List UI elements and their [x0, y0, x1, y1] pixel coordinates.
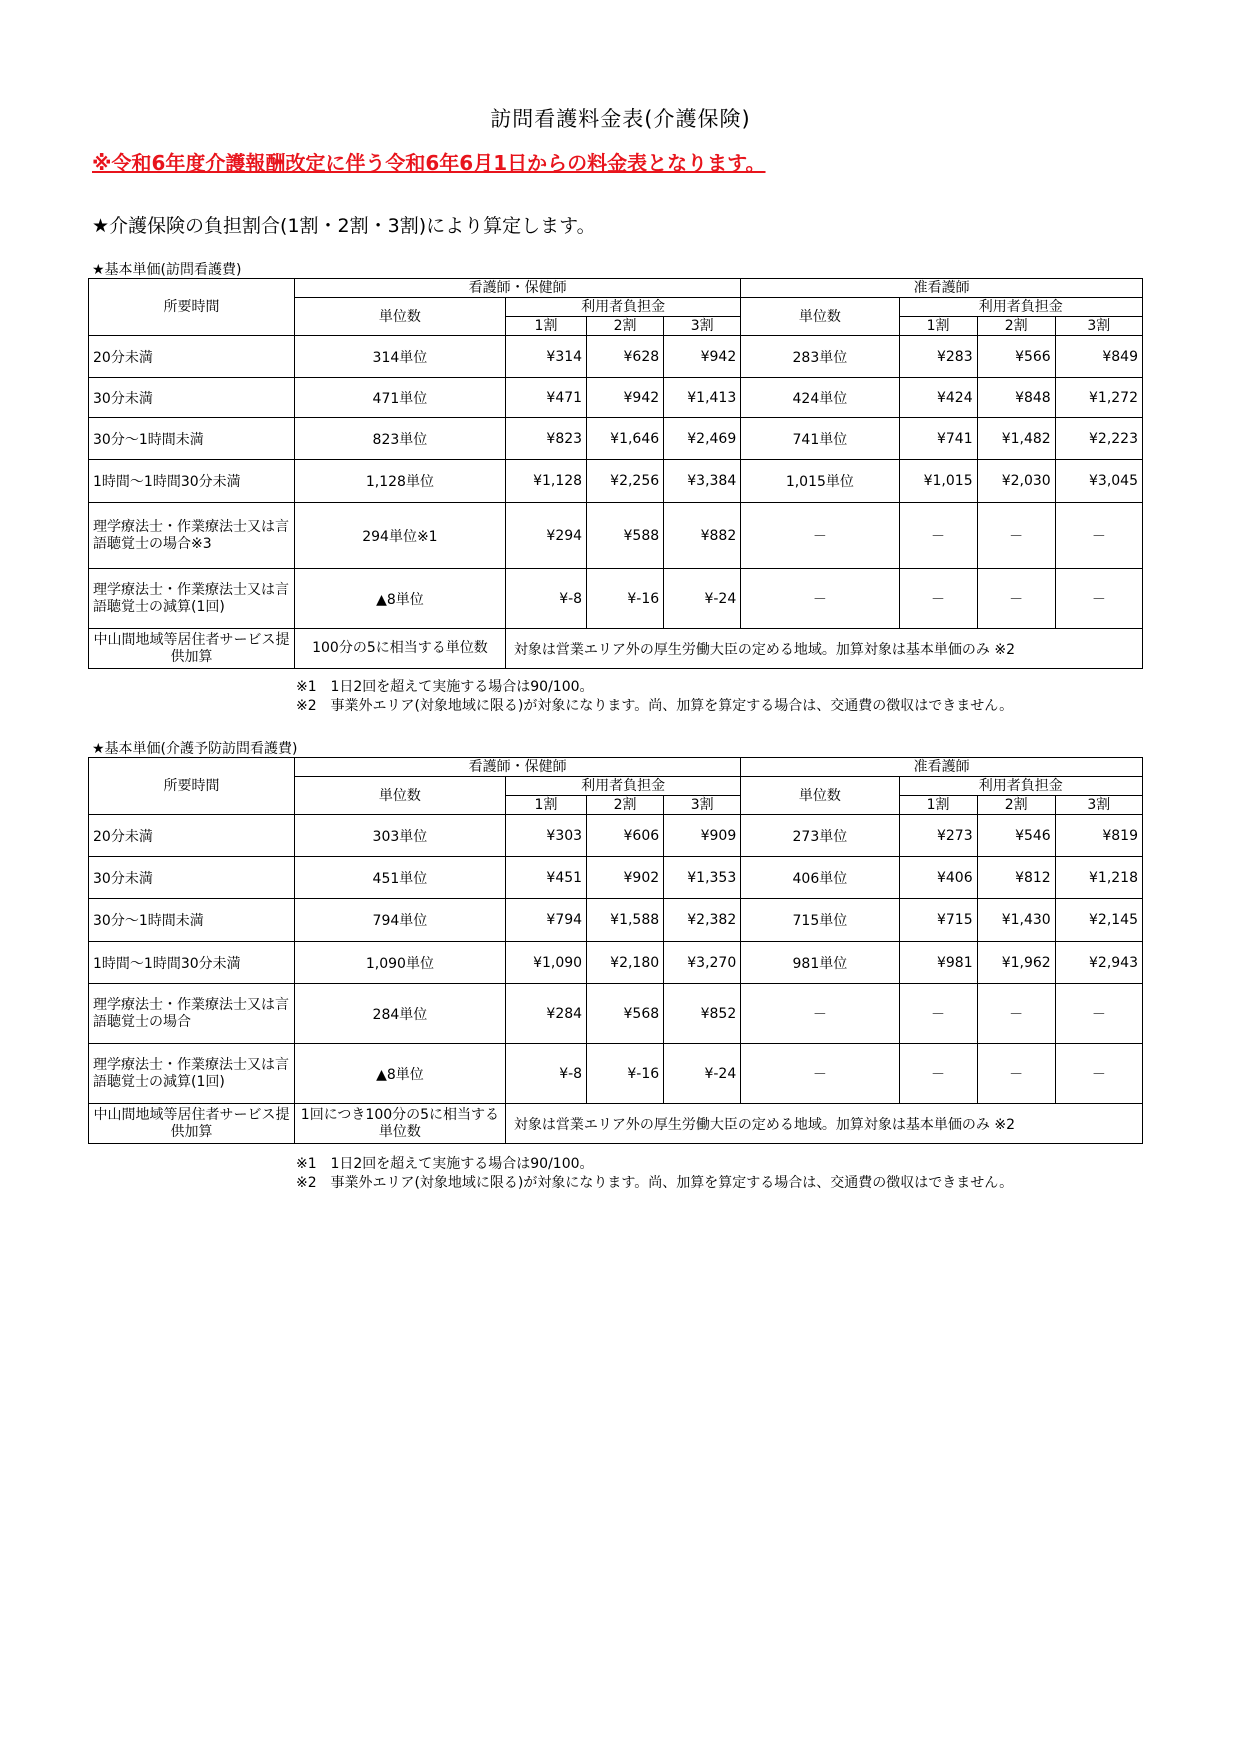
assoc-p3: －: [1055, 984, 1142, 1044]
row-label: 30分未満: [89, 378, 295, 418]
nurse-p1: ¥471: [505, 378, 586, 418]
assoc-p1: ¥283: [899, 336, 977, 378]
nurse-p1: ¥1,128: [505, 460, 586, 503]
table-row-addon: [89, 629, 1143, 669]
table-row: [89, 460, 1143, 503]
header-assoc: 准看護師: [741, 758, 1143, 777]
header-p3: 3割: [1055, 317, 1142, 336]
footnote: [296, 1155, 1013, 1174]
row-label: 1時間～1時間30分未満: [89, 942, 295, 984]
assoc-p1: －: [899, 984, 977, 1044]
nurse-p2: ¥-16: [587, 1044, 664, 1104]
addon-label: 中山間地域等居住者サービス提供加算: [89, 1104, 295, 1144]
row-label: 20分未満: [89, 815, 295, 857]
assoc-units: 981単位: [741, 942, 899, 984]
nurse-p3: ¥-24: [664, 1044, 741, 1104]
nurse-units: 823単位: [294, 418, 505, 460]
nurse-p2: ¥568: [587, 984, 664, 1044]
nurse-units: 314単位: [294, 336, 505, 378]
row-label: 20分未満: [89, 336, 295, 378]
assoc-units: 424単位: [741, 378, 899, 418]
addon-label: 中山間地域等居住者サービス提供加算: [89, 629, 295, 669]
header-time: 所要時間: [89, 279, 295, 336]
fee-table-preventive-nursing: [88, 757, 1143, 1144]
footnote-mark: ※2: [296, 1175, 317, 1191]
assoc-p3: ¥2,145: [1055, 899, 1142, 942]
assoc-p2: ¥848: [977, 378, 1055, 418]
assoc-p2: ¥812: [977, 857, 1055, 899]
header-nurse: 看護師・保健師: [294, 279, 740, 298]
assoc-p3: ¥3,045: [1055, 460, 1142, 503]
header-p2: 2割: [587, 317, 664, 336]
table-row: [89, 984, 1143, 1044]
nurse-p2: ¥1,646: [587, 418, 664, 460]
footnote-text: 事業外エリア(対象地域に限る)が対象になります。尚、加算を算定する場合は、交通費の徴収はできません。: [330, 1175, 1014, 1191]
nurse-p3: ¥2,382: [664, 899, 741, 942]
assoc-p2: ¥1,962: [977, 942, 1055, 984]
header-units: 単位数: [294, 777, 505, 815]
nurse-units: 294単位※1: [294, 503, 505, 569]
header-nurse: 看護師・保健師: [294, 758, 740, 777]
row-label: 30分～1時間未満: [89, 418, 295, 460]
assoc-p1: ¥981: [899, 942, 977, 984]
nurse-p3: ¥909: [664, 815, 741, 857]
assoc-p1: ¥406: [899, 857, 977, 899]
row-label: 30分未満: [89, 857, 295, 899]
assoc-units: 1,015単位: [741, 460, 899, 503]
assoc-units: －: [741, 1044, 899, 1104]
assoc-p3: －: [1055, 1044, 1142, 1104]
assoc-p2: －: [977, 569, 1055, 629]
addon-units: 1回につき100分の5に相当する単位数: [294, 1104, 505, 1144]
assoc-p3: ¥1,218: [1055, 857, 1142, 899]
nurse-p2: ¥-16: [587, 569, 664, 629]
burden-ratio-note: ★介護保険の負担割合(1割・2割・3割)により算定します。: [92, 215, 596, 237]
assoc-p3: ¥2,223: [1055, 418, 1142, 460]
assoc-units: 273単位: [741, 815, 899, 857]
header-p2: 2割: [587, 796, 664, 815]
header-burden: 利用者負担金: [899, 777, 1143, 796]
assoc-p3: ¥849: [1055, 336, 1142, 378]
header-units: 単位数: [741, 777, 899, 815]
section-title-preventive-nursing: ★基本単価(介護予防訪問看護費): [92, 741, 298, 757]
assoc-p1: ¥1,015: [899, 460, 977, 503]
assoc-p1: ¥273: [899, 815, 977, 857]
assoc-units: －: [741, 503, 899, 569]
nurse-units: ▲8単位: [294, 1044, 505, 1104]
footnote-text: 1日2回を超えて実施する場合は90/100。: [330, 679, 594, 695]
nurse-p1: ¥294: [505, 503, 586, 569]
nurse-units: ▲8単位: [294, 569, 505, 629]
nurse-p1: ¥-8: [505, 569, 586, 629]
assoc-p2: ¥1,430: [977, 899, 1055, 942]
assoc-p1: ¥424: [899, 378, 977, 418]
footnotes: [296, 678, 1013, 716]
nurse-p2: ¥628: [587, 336, 664, 378]
nurse-p1: ¥823: [505, 418, 586, 460]
footnote-mark: ※1: [296, 1156, 317, 1172]
nurse-p2: ¥2,256: [587, 460, 664, 503]
addon-remark: 対象は営業エリア外の厚生労働大臣の定める地域。加算対象は基本単価のみ ※2: [505, 629, 1142, 669]
row-label: 1時間～1時間30分未満: [89, 460, 295, 503]
footnote-text: 1日2回を超えて実施する場合は90/100。: [330, 1156, 594, 1172]
header-p1: 1割: [505, 796, 586, 815]
assoc-p2: ¥566: [977, 336, 1055, 378]
assoc-p2: －: [977, 984, 1055, 1044]
row-label: 理学療法士・作業療法士又は言語聴覚士の場合※3: [89, 503, 295, 569]
assoc-p2: ¥2,030: [977, 460, 1055, 503]
header-assoc: 准看護師: [741, 279, 1143, 298]
header-p3: 3割: [664, 796, 741, 815]
nurse-p1: ¥451: [505, 857, 586, 899]
table-row: [89, 899, 1143, 942]
addon-units: 100分の5に相当する単位数: [294, 629, 505, 669]
nurse-p2: ¥902: [587, 857, 664, 899]
row-label: 理学療法士・作業療法士又は言語聴覚士の減算(1回): [89, 1044, 295, 1104]
nurse-p3: ¥3,270: [664, 942, 741, 984]
assoc-p3: ¥2,943: [1055, 942, 1142, 984]
assoc-p3: －: [1055, 503, 1142, 569]
addon-remark: 対象は営業エリア外の厚生労働大臣の定める地域。加算対象は基本単価のみ ※2: [505, 1104, 1142, 1144]
assoc-p2: －: [977, 503, 1055, 569]
assoc-units: 406単位: [741, 857, 899, 899]
nurse-p3: ¥1,353: [664, 857, 741, 899]
nurse-p2: ¥1,588: [587, 899, 664, 942]
table-row: [89, 503, 1143, 569]
row-label: 30分～1時間未満: [89, 899, 295, 942]
assoc-p3: －: [1055, 569, 1142, 629]
footnote-text: 事業外エリア(対象地域に限る)が対象になります。尚、加算を算定する場合は、交通費の徴収はできません。: [330, 698, 1014, 714]
assoc-p1: －: [899, 503, 977, 569]
header-p1: 1割: [899, 796, 977, 815]
footnote: [296, 678, 1013, 697]
header-units: 単位数: [294, 298, 505, 336]
footnotes: [296, 1155, 1013, 1193]
nurse-p3: ¥852: [664, 984, 741, 1044]
nurse-p1: ¥1,090: [505, 942, 586, 984]
nurse-units: 471単位: [294, 378, 505, 418]
row-label: 理学療法士・作業療法士又は言語聴覚士の減算(1回): [89, 569, 295, 629]
section-title-visiting-nursing: ★基本単価(訪問看護費): [92, 262, 242, 278]
nurse-p3: ¥1,413: [664, 378, 741, 418]
nurse-p1: ¥314: [505, 336, 586, 378]
nurse-p1: ¥303: [505, 815, 586, 857]
nurse-p1: ¥-8: [505, 1044, 586, 1104]
assoc-units: －: [741, 984, 899, 1044]
assoc-p1: －: [899, 569, 977, 629]
header-units: 単位数: [741, 298, 899, 336]
nurse-units: 451単位: [294, 857, 505, 899]
assoc-p3: ¥1,272: [1055, 378, 1142, 418]
table-row-addon: [89, 1104, 1143, 1144]
table-row: [89, 857, 1143, 899]
header-p3: 3割: [1055, 796, 1142, 815]
page-title: 訪問看護料金表(介護保険): [490, 107, 751, 131]
assoc-p2: －: [977, 1044, 1055, 1104]
table-row: [89, 1044, 1143, 1104]
table-row: [89, 569, 1143, 629]
nurse-p1: ¥284: [505, 984, 586, 1044]
assoc-p2: ¥1,482: [977, 418, 1055, 460]
nurse-units: 284単位: [294, 984, 505, 1044]
revision-notice: ※令和6年度介護報酬改定に伴う令和6年6月1日からの料金表となります。: [92, 151, 766, 175]
nurse-p3: ¥-24: [664, 569, 741, 629]
table-row: [89, 418, 1143, 460]
header-p1: 1割: [505, 317, 586, 336]
footnote: [296, 1174, 1013, 1193]
assoc-p1: ¥741: [899, 418, 977, 460]
footnote-mark: ※1: [296, 679, 317, 695]
assoc-p3: ¥819: [1055, 815, 1142, 857]
nurse-p3: ¥3,384: [664, 460, 741, 503]
header-p1: 1割: [899, 317, 977, 336]
header-burden: 利用者負担金: [505, 777, 740, 796]
row-label: 理学療法士・作業療法士又は言語聴覚士の場合: [89, 984, 295, 1044]
header-p3: 3割: [664, 317, 741, 336]
table-row: [89, 336, 1143, 378]
header-burden: 利用者負担金: [505, 298, 740, 317]
nurse-p2: ¥942: [587, 378, 664, 418]
nurse-p1: ¥794: [505, 899, 586, 942]
nurse-units: 794単位: [294, 899, 505, 942]
header-time: 所要時間: [89, 758, 295, 815]
nurse-units: 303単位: [294, 815, 505, 857]
assoc-p1: －: [899, 1044, 977, 1104]
nurse-units: 1,128単位: [294, 460, 505, 503]
assoc-units: 741単位: [741, 418, 899, 460]
assoc-units: 283単位: [741, 336, 899, 378]
nurse-p3: ¥942: [664, 336, 741, 378]
nurse-p3: ¥882: [664, 503, 741, 569]
nurse-p2: ¥606: [587, 815, 664, 857]
header-burden: 利用者負担金: [899, 298, 1143, 317]
table-row: [89, 815, 1143, 857]
footnote: [296, 697, 1013, 716]
header-p2: 2割: [977, 796, 1055, 815]
nurse-p3: ¥2,469: [664, 418, 741, 460]
nurse-units: 1,090単位: [294, 942, 505, 984]
assoc-units: 715単位: [741, 899, 899, 942]
footnote-mark: ※2: [296, 698, 317, 714]
assoc-p2: ¥546: [977, 815, 1055, 857]
assoc-p1: ¥715: [899, 899, 977, 942]
nurse-p2: ¥588: [587, 503, 664, 569]
fee-table-visiting-nursing: [88, 278, 1143, 669]
header-p2: 2割: [977, 317, 1055, 336]
table-row: [89, 378, 1143, 418]
table-row: [89, 942, 1143, 984]
nurse-p2: ¥2,180: [587, 942, 664, 984]
assoc-units: －: [741, 569, 899, 629]
